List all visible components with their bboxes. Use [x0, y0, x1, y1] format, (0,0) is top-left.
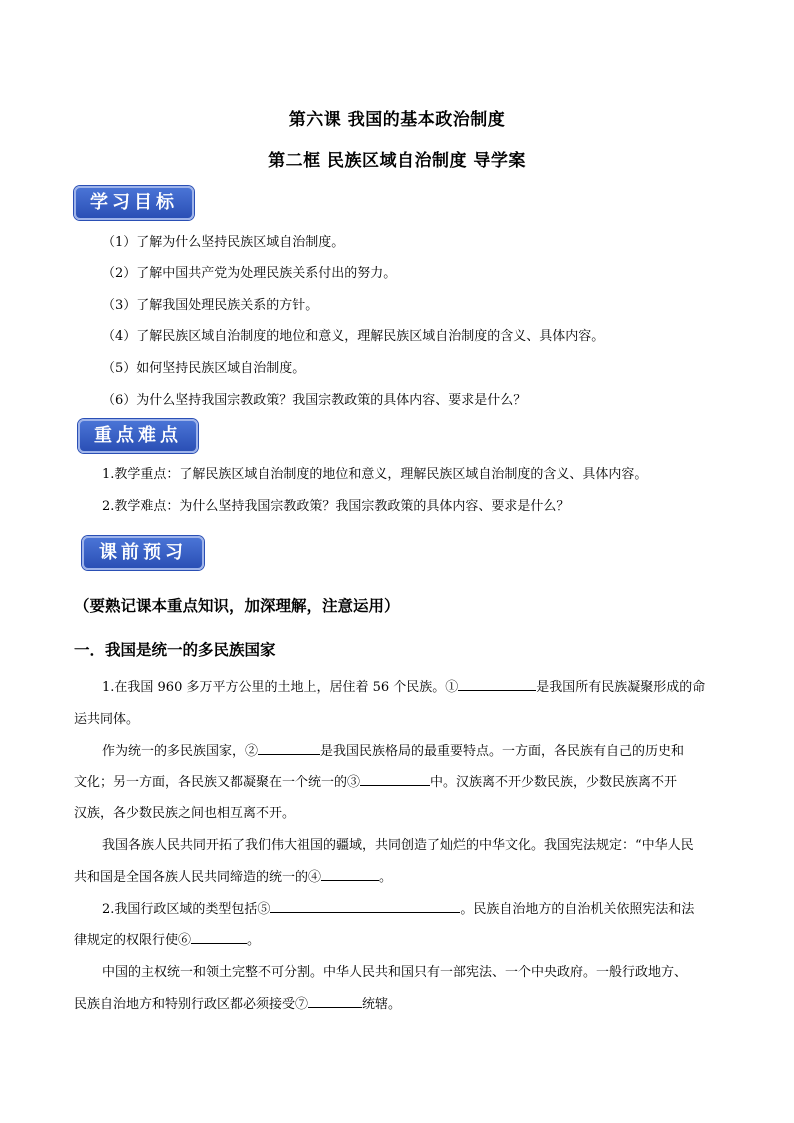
objective-item: （1）了解为什么坚持民族区域自治制度。: [102, 235, 345, 250]
paragraph-line: [102, 898, 694, 917]
text: 共和国是全国各族人民共同缔造的统一的④: [74, 870, 322, 885]
paragraph-line: 中国的主权统一和领土完整不可分割。中华人民共和国只有一部宪法、一个中央政府。一般行政地方、: [102, 965, 688, 980]
objective-item: （3）了解我国处理民族关系的方针。: [102, 298, 319, 313]
fill-blank-1[interactable]: [458, 676, 536, 691]
text: 是我国民族格局的最重要特点。一方面，各民族有自己的历史和: [320, 744, 685, 759]
fill-blank-7[interactable]: [308, 993, 362, 1008]
objective-item: （4）了解民族区域自治制度的地位和意义，理解民族区域自治制度的含义、具体内容。: [102, 329, 605, 344]
text: 。民族自治地方的自治机关依照宪法和法: [460, 902, 695, 917]
paragraph-line: 我国各族人民共同开拓了我们伟大祖国的疆域，共同创造了灿烂的中华文化。我国宪法规定：“中华人民: [102, 838, 694, 853]
lesson-title: 第六课 我国的基本政治制度: [288, 110, 506, 130]
text: 文化；另一方面，各民族又都凝聚在一个统一的③: [74, 775, 361, 790]
fill-blank-5[interactable]: [270, 898, 460, 913]
text: 。: [247, 933, 261, 948]
text: 。: [379, 870, 393, 885]
text: 统辖。: [362, 997, 402, 1012]
fill-blank-3[interactable]: [360, 771, 430, 786]
paragraph-line: [74, 929, 260, 948]
paragraph-line: [74, 771, 677, 790]
paragraph-line: [74, 866, 392, 885]
paragraph-line: [74, 993, 401, 1012]
paragraph-line: 汉族，各少数民族之间也相互离不开。: [74, 806, 296, 821]
preview-note: （要熟记课本重点知识，加深理解，注意运用）: [74, 596, 400, 615]
fill-blank-6[interactable]: [191, 929, 247, 944]
text: 2.我国行政区域的类型包括⑤: [102, 902, 271, 917]
fill-blank-2[interactable]: [258, 740, 320, 755]
section-heading: 一．我国是统一的多民族国家: [74, 640, 276, 659]
section-title: 第二框 民族区域自治制度 导学案: [268, 151, 526, 171]
objective-item: （2）了解中国共产党为处理民族关系付出的努力。: [102, 266, 397, 281]
objective-item: （6）为什么坚持我国宗教政策？我国宗教政策的具体内容、要求是什么？: [102, 393, 527, 408]
text: 作为统一的多民族国家，②: [102, 744, 259, 759]
paragraph-line: [102, 740, 684, 759]
key-point-item: 1.教学重点：了解民族区域自治制度的地位和意义，理解民族区域自治制度的含义、具体内容。: [102, 467, 648, 482]
text: 律规定的权限行使⑥: [74, 933, 192, 948]
paragraph-line: [102, 676, 705, 695]
text: 1.在我国 960 多万平方公里的土地上，居住着 56 个民族。①: [102, 680, 459, 695]
key-points-badge: 重点难点: [78, 419, 198, 453]
paragraph-line: 运共同体。: [74, 712, 140, 727]
text: 民族自治地方和特别行政区都必须接受⑦: [74, 997, 309, 1012]
objective-item: （5）如何坚持民族区域自治制度。: [102, 361, 306, 376]
text: 是我国所有民族凝聚形成的命: [536, 680, 706, 695]
objectives-badge: 学习目标: [74, 186, 194, 220]
text: 中。汉族离不开少数民族，少数民族离不开: [430, 775, 678, 790]
fill-blank-4[interactable]: [321, 866, 379, 881]
preview-badge: 课前预习: [82, 536, 204, 570]
key-point-item: 2.教学难点：为什么坚持我国宗教政策？我国宗教政策的具体内容、要求是什么？: [102, 499, 570, 514]
